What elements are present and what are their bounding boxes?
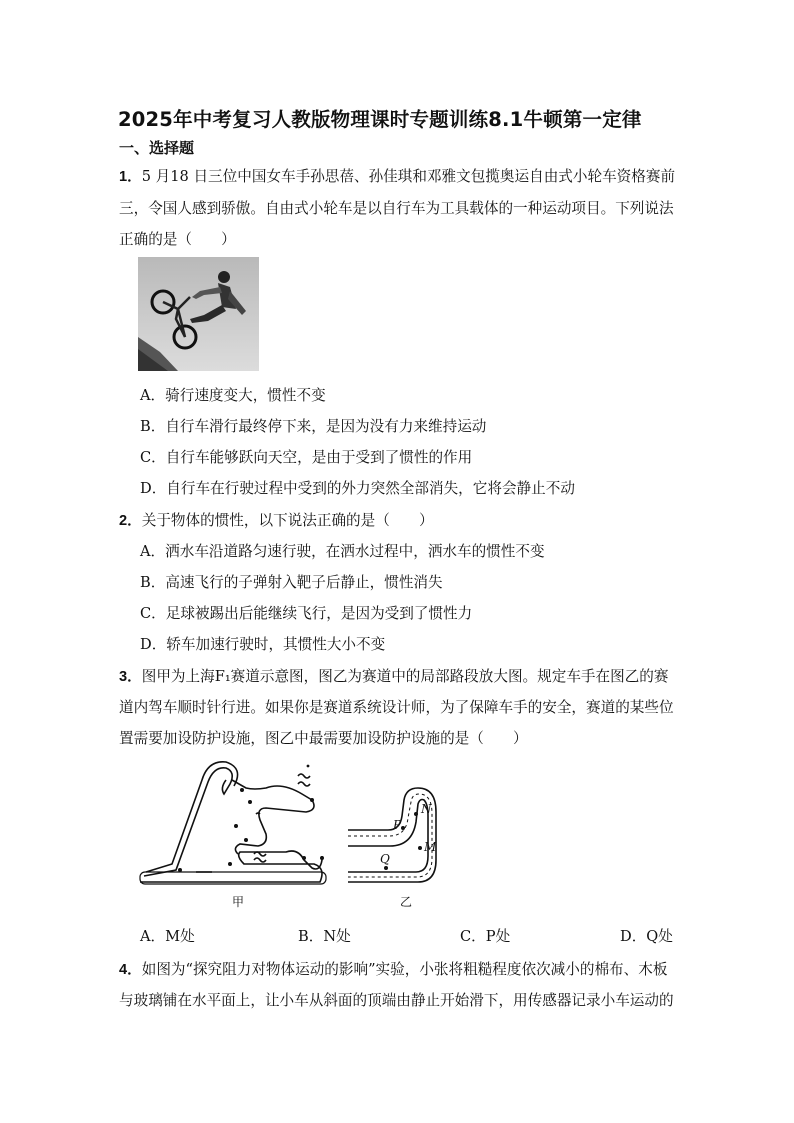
- q4-line-1: [119, 958, 667, 979]
- q1-option-c: C．自行车能够跃向天空，是由于受到了惯性的作用: [140, 449, 473, 466]
- q4-line-2: 与玻璃铺在水平面上，让小车从斜面的顶端由静止开始滑下，用传感器记录小车运动的: [119, 992, 674, 1009]
- document-title: 2025年中考复习人教版物理课时专题训练8.1牛顿第一定律: [118, 108, 642, 131]
- q4-text-1: 如图为“探究阻力对物体运动的影响”实验，小张将粗糙程度依次减小的棉布、木板: [141, 961, 668, 978]
- q2-number: 2．: [119, 513, 142, 529]
- q1-option-d: D．自行车在行驶过程中受到的外力突然全部消失，它将会静止不动: [140, 480, 575, 497]
- q3-answer-b: B．N处: [298, 928, 351, 945]
- q2-option-d: D．轿车加速行驶时，其惯性大小不变: [140, 636, 386, 653]
- q2-line: [119, 509, 434, 530]
- q1-number: 1．: [119, 169, 142, 185]
- q3-answer-c: C．P处: [460, 928, 511, 945]
- q4-number: 4．: [119, 962, 142, 978]
- point-label-n: N: [421, 802, 432, 816]
- q1-line-2: 三，令国人感到骄傲。自由式小轮车是以自行车为工具载体的一种运动项目。下列说法: [119, 200, 674, 217]
- q3-line-3: 置需要加设防护设施，图乙中最需要加设防护设施的是（ ）: [119, 730, 528, 747]
- section-heading: 一、选择题: [119, 139, 195, 157]
- point-label-q: Q: [380, 852, 390, 866]
- point-label-p: P: [393, 818, 402, 832]
- q3-answer-a: A．M处: [140, 928, 195, 945]
- q2-option-a: A．洒水车沿道路匀速行驶，在洒水过程中，洒水车的惯性不变: [140, 543, 545, 560]
- q3-number: 3．: [119, 669, 142, 685]
- q3-line-2: 道内驾车顺时针行进。如果你是赛道系统设计师，为了保障车手的安全，赛道的某些位: [119, 699, 674, 716]
- q1-line-3: 正确的是（ ）: [119, 231, 236, 248]
- figure-label-jia: 甲: [232, 895, 245, 909]
- q1-line-1: [119, 165, 675, 186]
- q1-text-1: 5 月18 日三位中国女车手孙思蓓、孙佳琪和邓雅文包揽奥运自由式小轮车资格赛前: [141, 168, 676, 185]
- q3-text-1: 图甲为上海F₁赛道示意图，图乙为赛道中的局部路段放大图。规定车手在图乙的赛: [141, 668, 669, 685]
- q3-line-1: [119, 665, 668, 686]
- figure-label-yi: 乙: [400, 895, 413, 909]
- q2-option-c: C．足球被踢出后能继续飞行，是因为受到了惯性力: [140, 605, 473, 622]
- q2-text: 关于物体的惯性，以下说法正确的是（ ）: [141, 512, 434, 529]
- point-label-m: M: [424, 840, 437, 854]
- bmx-rider-photo: [138, 257, 259, 371]
- q3-answer-d: D．Q处: [620, 928, 673, 945]
- q2-option-b: B．高速飞行的子弹射入靶子后静止，惯性消失: [140, 574, 443, 591]
- race-track-figure: [136, 760, 476, 910]
- q1-option-a: A．骑行速度变大，惯性不变: [140, 387, 326, 404]
- q1-option-b: B．自行车滑行最终停下来，是因为没有力来维持运动: [140, 418, 487, 435]
